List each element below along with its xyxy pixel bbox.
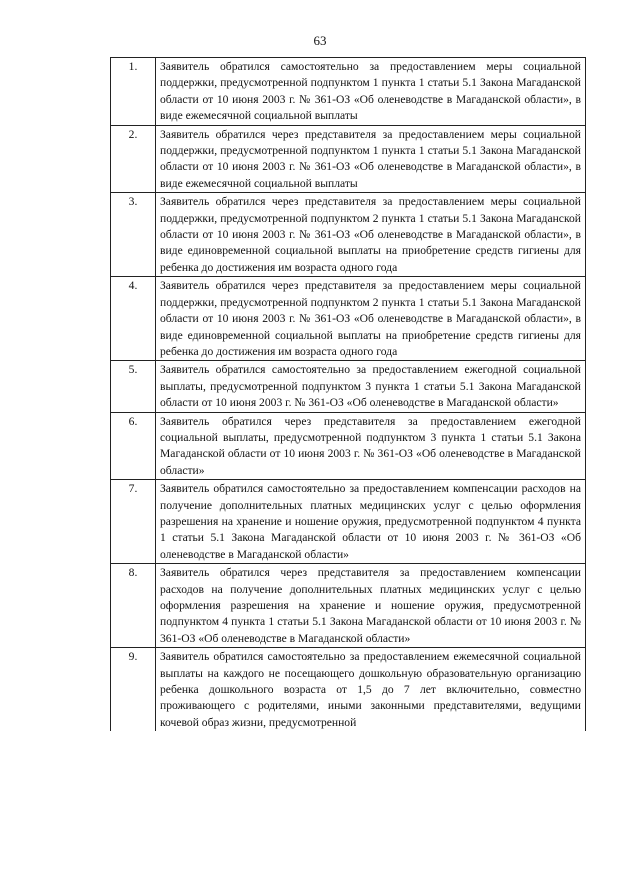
variants-table bbox=[110, 57, 586, 731]
table-row bbox=[111, 361, 586, 412]
page-number: 63 bbox=[313, 33, 327, 48]
row-text: Заявитель обратился через представителя за предоставлением меры социальной поддержки, предусмотренной подпунктом 2 пункта 1 статьи 5.1 Закона Магаданской области от 10 июня 2003 г. № 361-ОЗ «Об оленеводстве в Магаданской области», в виде единовременной социальной выплаты на приобретение средств гигиены для ребенка до достижения им возраста одного года bbox=[156, 277, 586, 361]
row-number: 7. bbox=[111, 480, 156, 564]
row-number: 4. bbox=[111, 277, 156, 361]
row-text: Заявитель обратился самостоятельно за предоставлением компенсации расходов на получение дополнительных платных медицинских услуг с целью оформления разрешения на хранение и ношение оружия, предусмотренной подпунктом 4 пункта 1 статьи 5.1 Закона Магаданской области от 10 июня 2003 г. № 361-ОЗ «Об оленеводстве в Магаданской области» bbox=[156, 480, 586, 564]
table-row bbox=[111, 125, 586, 193]
table-row bbox=[111, 648, 586, 732]
table-row bbox=[111, 58, 586, 126]
row-text: Заявитель обратился через представителя за предоставлением ежегодной социальной выплаты, предусмотренной подпунктом 3 пункта 1 статьи 5.1 Закона Магаданской области от 10 июня 2003 г. № 361-ОЗ «Об оленеводстве в Магаданской области» bbox=[156, 412, 586, 480]
row-number: 6. bbox=[111, 412, 156, 480]
row-text: Заявитель обратился через представителя за предоставлением меры социальной поддержки, предусмотренной подпунктом 2 пункта 1 статьи 5.1 Закона Магаданской области от 10 июня 2003 г. № 361-ОЗ «Об оленеводстве в Магаданской области», в виде единовременной социальной выплаты на приобретение средств гигиены для ребенка до достижения им возраста одного года bbox=[156, 193, 586, 277]
table-row bbox=[111, 480, 586, 564]
table-row bbox=[111, 277, 586, 361]
row-number: 3. bbox=[111, 193, 156, 277]
table-row bbox=[111, 412, 586, 480]
table-row bbox=[111, 193, 586, 277]
row-number: 9. bbox=[111, 648, 156, 732]
row-number: 2. bbox=[111, 125, 156, 193]
row-number: 5. bbox=[111, 361, 156, 412]
row-text: Заявитель обратился самостоятельно за предоставлением ежегодной социальной выплаты, предусмотренной подпунктом 3 пункта 1 статьи 5.1 Закона Магаданской области от 10 июня 2003 г. № 361-ОЗ «Об оленеводстве в Магаданской области» bbox=[156, 361, 586, 412]
row-number: 1. bbox=[111, 58, 156, 126]
row-text: Заявитель обратился через представителя за предоставлением компенсации расходов на получение дополнительных платных медицинских услуг с целью оформления разрешения на хранение и ношение оружия, предусмотренной подпунктом 4 пункта 1 статьи 5.1 Закона Магаданской области от 10 июня 2003 г. № 361-ОЗ «Об оленеводстве в Магаданской области» bbox=[156, 564, 586, 648]
row-number: 8. bbox=[111, 564, 156, 648]
row-text: Заявитель обратился самостоятельно за предоставлением меры социальной поддержки, предусмотренной подпунктом 1 пункта 1 статьи 5.1 Закона Магаданской области от 10 июня 2003 г. № 361-ОЗ «Об оленеводстве в Магаданской области», в виде ежемесячной социальной выплаты bbox=[156, 58, 586, 126]
table-row bbox=[111, 564, 586, 648]
row-text: Заявитель обратился через представителя за предоставлением меры социальной поддержки, предусмотренной подпунктом 1 пункта 1 статьи 5.1 Закона Магаданской области от 10 июня 2003 г. № 361-ОЗ «Об оленеводстве в Магаданской области», в виде ежемесячной социальной выплаты bbox=[156, 125, 586, 193]
row-text: Заявитель обратился самостоятельно за предоставлением ежемесячной социальной выплаты на каждого не посещающего дошкольную образовательную организацию ребенка дошкольного возраста от 1,5 до 7 лет включительно, совместно проживающего с родителями, иными законными представителями, ведущими кочевой образ жизни, предусмотренной bbox=[156, 648, 586, 732]
